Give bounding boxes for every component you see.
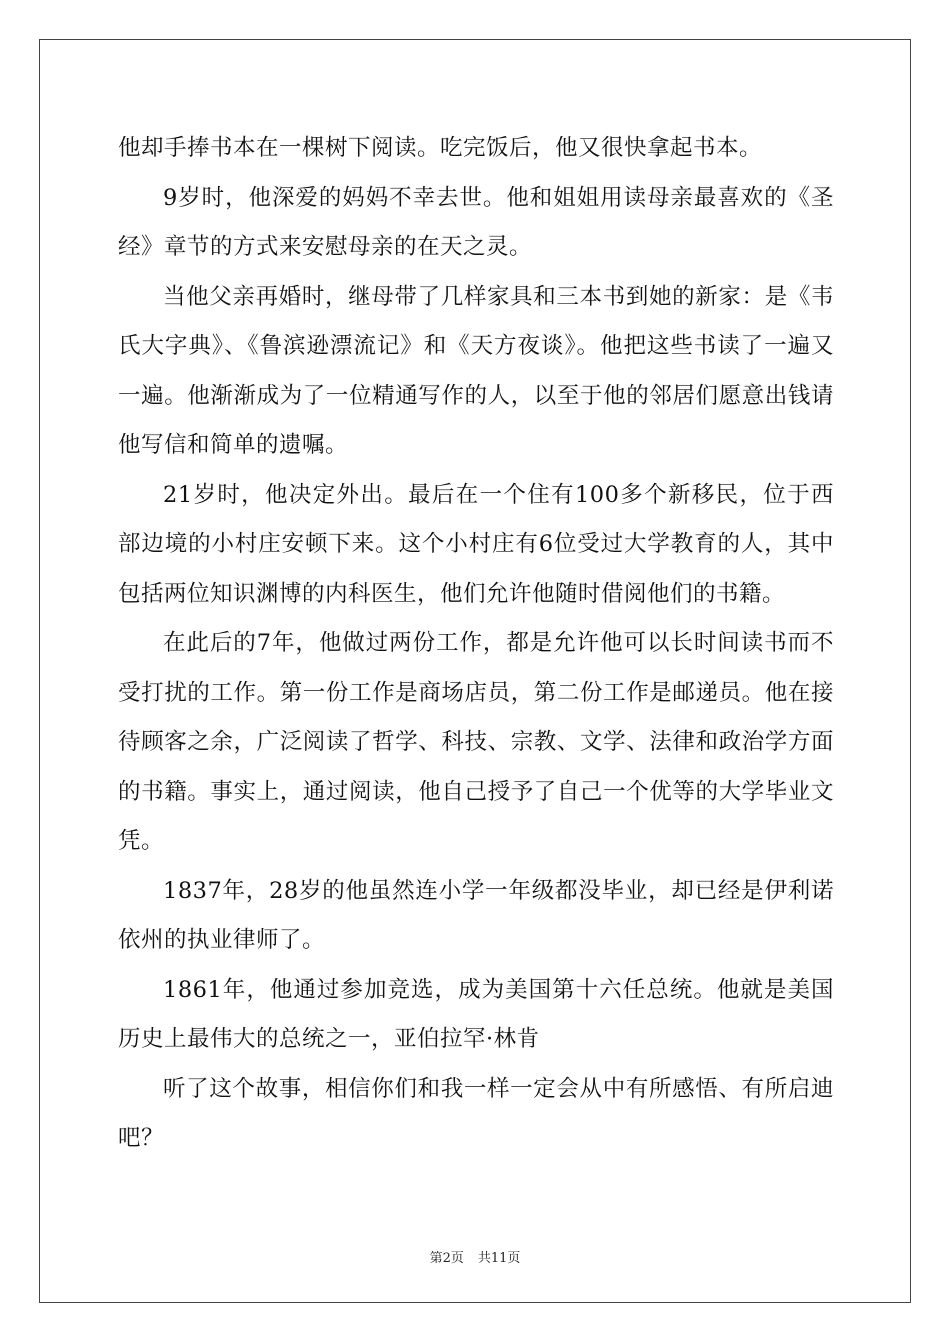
page-number: 第2页 — [429, 1251, 464, 1266]
paragraph-8: 听了这个故事，相信你们和我一样一定会从中有所感悟、有所启迪吧？ — [118, 1075, 834, 1151]
paragraph-3: 当他父亲再婚时，继母带了几样家具和三本书到她的新家：是《韦氏大字典》、《鲁滨逊漂流记》和《天方夜谈》。他把这些书读了一遍又一遍。他渐渐成为了一位精通写作的人，以至于他的邻居们愿意出钱请他写信和简单的遗嘱。 — [118, 283, 834, 458]
document-body — [118, 124, 834, 1164]
page-total: 共11页 — [477, 1251, 521, 1266]
paragraph-2: 9岁时，他深爱的妈妈不幸去世。他和姐姐用读母亲最喜欢的《圣经》章节的方式来安慰母亲的在天之灵。 — [118, 184, 834, 260]
paragraph-7: 1861年，他通过参加竞选，成为美国第十六任总统。他就是美国历史上最伟大的总统之一，亚伯拉罕·林肯 — [118, 976, 834, 1052]
paragraph-5: 在此后的7年，他做过两份工作，都是允许他可以长时间读书而不受打扰的工作。第一份工作是商场店员，第二份工作是邮递员。他在接待顾客之余，广泛阅读了哲学、科技、宗教、文学、法律和政治学方面的书籍。事实上，通过阅读，他自己授予了自己一个优等的大学毕业文凭。 — [118, 630, 834, 854]
paragraph-1: 他却手捧书本在一棵树下阅读。吃完饭后，他又很快拿起书本。 — [118, 135, 763, 161]
paragraph-6: 1837年，28岁的他虽然连小学一年级都没毕业，却已经是伊利诺依州的执业律师了。 — [118, 877, 834, 953]
paragraph-4: 21岁时，他决定外出。最后在一个住有100多个新移民，位于西部边境的小村庄安顿下来。这个小村庄有6位受过大学教育的人，其中包括两位知识渊博的内科医生，他们允许他随时借阅他们的书籍。 — [118, 481, 834, 607]
page-footer — [0, 1247, 950, 1266]
